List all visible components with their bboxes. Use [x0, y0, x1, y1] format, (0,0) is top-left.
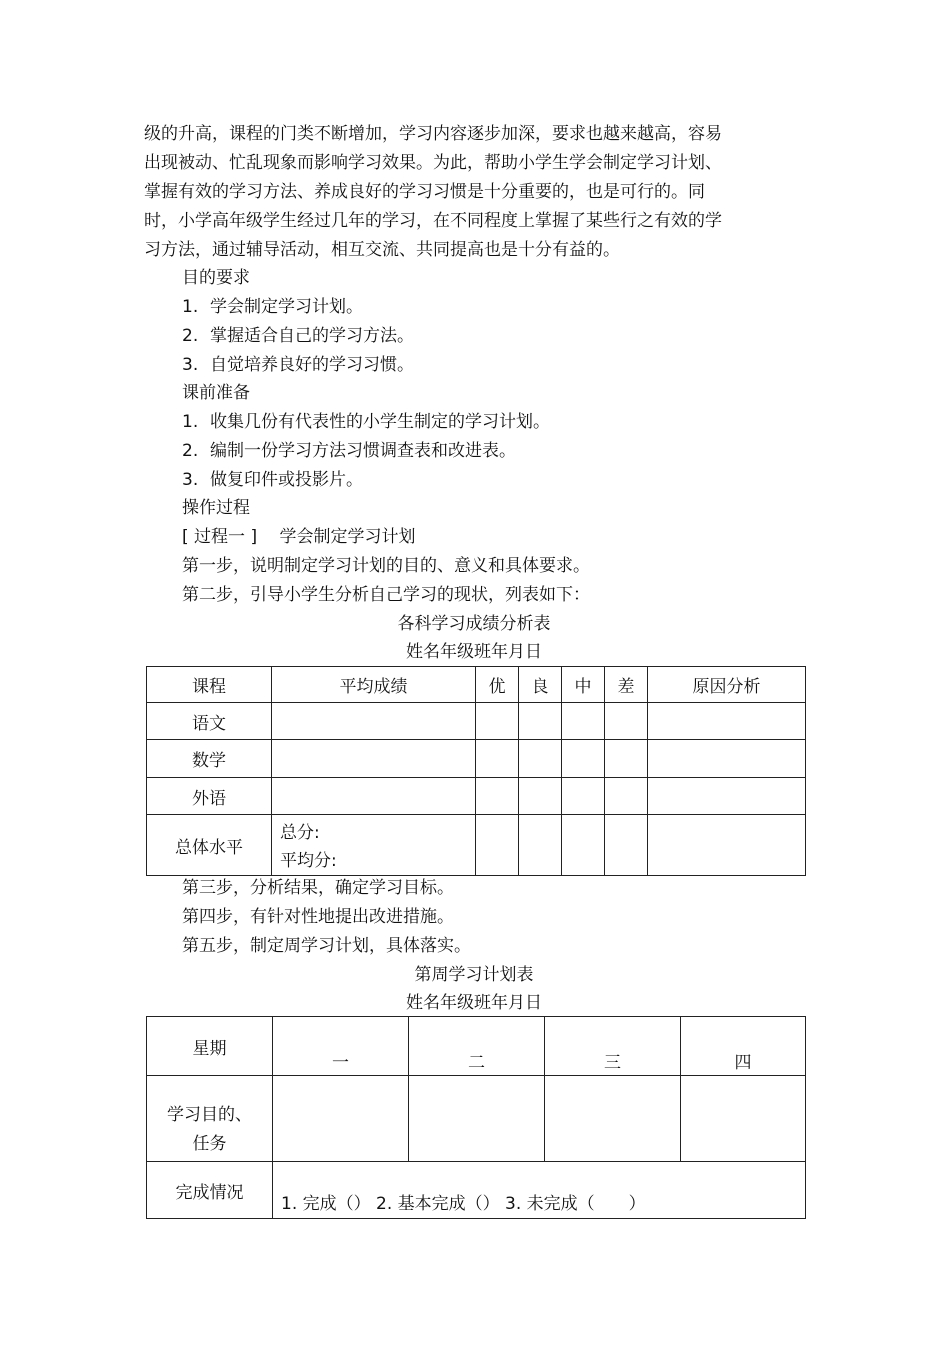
grade-cell[interactable] — [519, 778, 562, 815]
stage1-heading: [ 过程一 ] 学会制定学习计划 — [182, 527, 416, 547]
prep-item-text: 编制一份学习方法习惯调查表和改进表。 — [210, 441, 516, 461]
average-cell[interactable] — [272, 740, 476, 778]
grade-cell[interactable] — [562, 740, 605, 778]
intro-line: 习方法，通过辅导活动，相互交流、共同提高也是十分有益的。 — [144, 240, 620, 260]
weekday-label: 星期 — [147, 1017, 273, 1076]
intro-line: 时，小学高年级学生经过几年的学习，在不同程度上掌握了某些行之有效的学 — [144, 211, 722, 231]
average-cell[interactable] — [272, 778, 476, 815]
goal-item — [182, 351, 414, 380]
course-name: 语文 — [147, 703, 272, 740]
goal-cell[interactable] — [681, 1076, 806, 1162]
table-row — [147, 778, 806, 815]
goal-item-number: 3. — [182, 355, 199, 375]
course-name: 数学 — [147, 740, 272, 778]
goal-item-text: 学会制定学习计划。 — [210, 297, 363, 317]
table1-title: 各科学习成绩分析表 — [397, 614, 551, 634]
table1-subtitle: 姓名年级班年月日 — [406, 642, 542, 662]
prep-item-text: 收集几份有代表性的小学生制定的学习计划。 — [210, 412, 550, 432]
summary-label: 总体水平 — [147, 815, 272, 876]
goal-item-number: 2. — [182, 326, 199, 346]
header-course: 课程 — [147, 667, 272, 703]
completion-row — [147, 1162, 806, 1219]
grade-cell[interactable] — [519, 703, 562, 740]
goal-item-text: 掌握适合自己的学习方法。 — [210, 326, 414, 346]
completion-label: 完成情况 — [147, 1162, 273, 1219]
step-4: 第四步，有针对性地提出改进措施。 — [182, 907, 454, 927]
weekday-row — [147, 1017, 806, 1076]
score-analysis-table — [146, 666, 806, 876]
goals-heading: 目的要求 — [182, 268, 250, 288]
table2-subtitle: 姓名年级班年月日 — [406, 993, 542, 1013]
average-score-label: 平均分: — [280, 851, 337, 871]
step-2: 第二步，引导小学生分析自己学习的现状，列表如下： — [182, 585, 590, 605]
grade-cell[interactable] — [476, 815, 519, 876]
grade-cell[interactable] — [476, 703, 519, 740]
goal-cell[interactable] — [273, 1076, 409, 1162]
table-row — [147, 703, 806, 740]
grade-cell[interactable] — [562, 703, 605, 740]
goal-cell[interactable] — [409, 1076, 545, 1162]
day-tuesday: 二 — [409, 1017, 545, 1076]
summary-row — [147, 815, 806, 876]
intro-line: 出现被动、忙乱现象而影响学习效果。为此，帮助小学生学会制定学习计划、 — [144, 153, 722, 173]
average-cell[interactable] — [272, 703, 476, 740]
goal-row — [147, 1076, 806, 1162]
grade-cell[interactable] — [605, 778, 648, 815]
grade-cell[interactable] — [562, 815, 605, 876]
goal-label-line1: 学习目的、 — [167, 1105, 252, 1125]
total-score-label: 总分: — [280, 823, 320, 843]
header-poor: 差 — [605, 667, 648, 703]
header-average: 平均成绩 — [272, 667, 476, 703]
grade-cell[interactable] — [605, 815, 648, 876]
reason-cell[interactable] — [648, 815, 806, 876]
intro-line: 级的升高，课程的门类不断增加，学习内容逐步加深，要求也越来越高，容易 — [144, 124, 722, 144]
course-name: 外语 — [147, 778, 272, 815]
goal-item — [182, 322, 414, 351]
table-row — [147, 740, 806, 778]
reason-cell[interactable] — [648, 740, 806, 778]
goal-label — [147, 1076, 273, 1162]
reason-cell[interactable] — [648, 778, 806, 815]
step-5: 第五步，制定周学习计划，具体落实。 — [182, 936, 471, 956]
header-good: 良 — [519, 667, 562, 703]
goal-cell[interactable] — [545, 1076, 681, 1162]
grade-cell[interactable] — [605, 703, 648, 740]
goal-item-number: 1. — [182, 297, 199, 317]
goal-label-line2: 任务 — [192, 1134, 227, 1154]
table-header-row — [147, 667, 806, 703]
process-heading: 操作过程 — [182, 498, 250, 518]
grade-cell[interactable] — [476, 778, 519, 815]
prep-item — [182, 437, 516, 466]
prep-item-text: 做复印件或投影片。 — [210, 470, 363, 490]
goal-item — [182, 293, 363, 322]
header-excellent: 优 — [476, 667, 519, 703]
reason-cell[interactable] — [648, 703, 806, 740]
prep-heading: 课前准备 — [182, 383, 250, 403]
prep-item — [182, 408, 550, 437]
header-reason: 原因分析 — [648, 667, 806, 703]
day-wednesday: 三 — [545, 1017, 681, 1076]
intro-paragraph — [144, 120, 756, 265]
header-medium: 中 — [562, 667, 605, 703]
summary-scores[interactable] — [272, 815, 476, 876]
grade-cell[interactable] — [519, 740, 562, 778]
step-1: 第一步，说明制定学习计划的目的、意义和具体要求。 — [182, 556, 590, 576]
goal-item-text: 自觉培养良好的学习习惯。 — [210, 355, 414, 375]
completion-options[interactable]: 1. 完成（） 2. 基本完成（） 3. 未完成（ ） — [273, 1162, 806, 1219]
prep-item-number: 2. — [182, 441, 199, 461]
day-thursday: 四 — [681, 1017, 806, 1076]
prep-item — [182, 466, 363, 495]
prep-item-number: 3. — [182, 470, 199, 490]
grade-cell[interactable] — [519, 815, 562, 876]
prep-item-number: 1. — [182, 412, 199, 432]
weekly-plan-table — [146, 1016, 806, 1219]
day-monday: 一 — [273, 1017, 409, 1076]
table2-title: 第周学习计划表 — [414, 965, 534, 985]
grade-cell[interactable] — [562, 778, 605, 815]
grade-cell[interactable] — [476, 740, 519, 778]
grade-cell[interactable] — [605, 740, 648, 778]
step-3: 第三步，分析结果，确定学习目标。 — [182, 878, 454, 898]
intro-line: 掌握有效的学习方法、养成良好的学习习惯是十分重要的，也是可行的。同 — [144, 182, 705, 202]
